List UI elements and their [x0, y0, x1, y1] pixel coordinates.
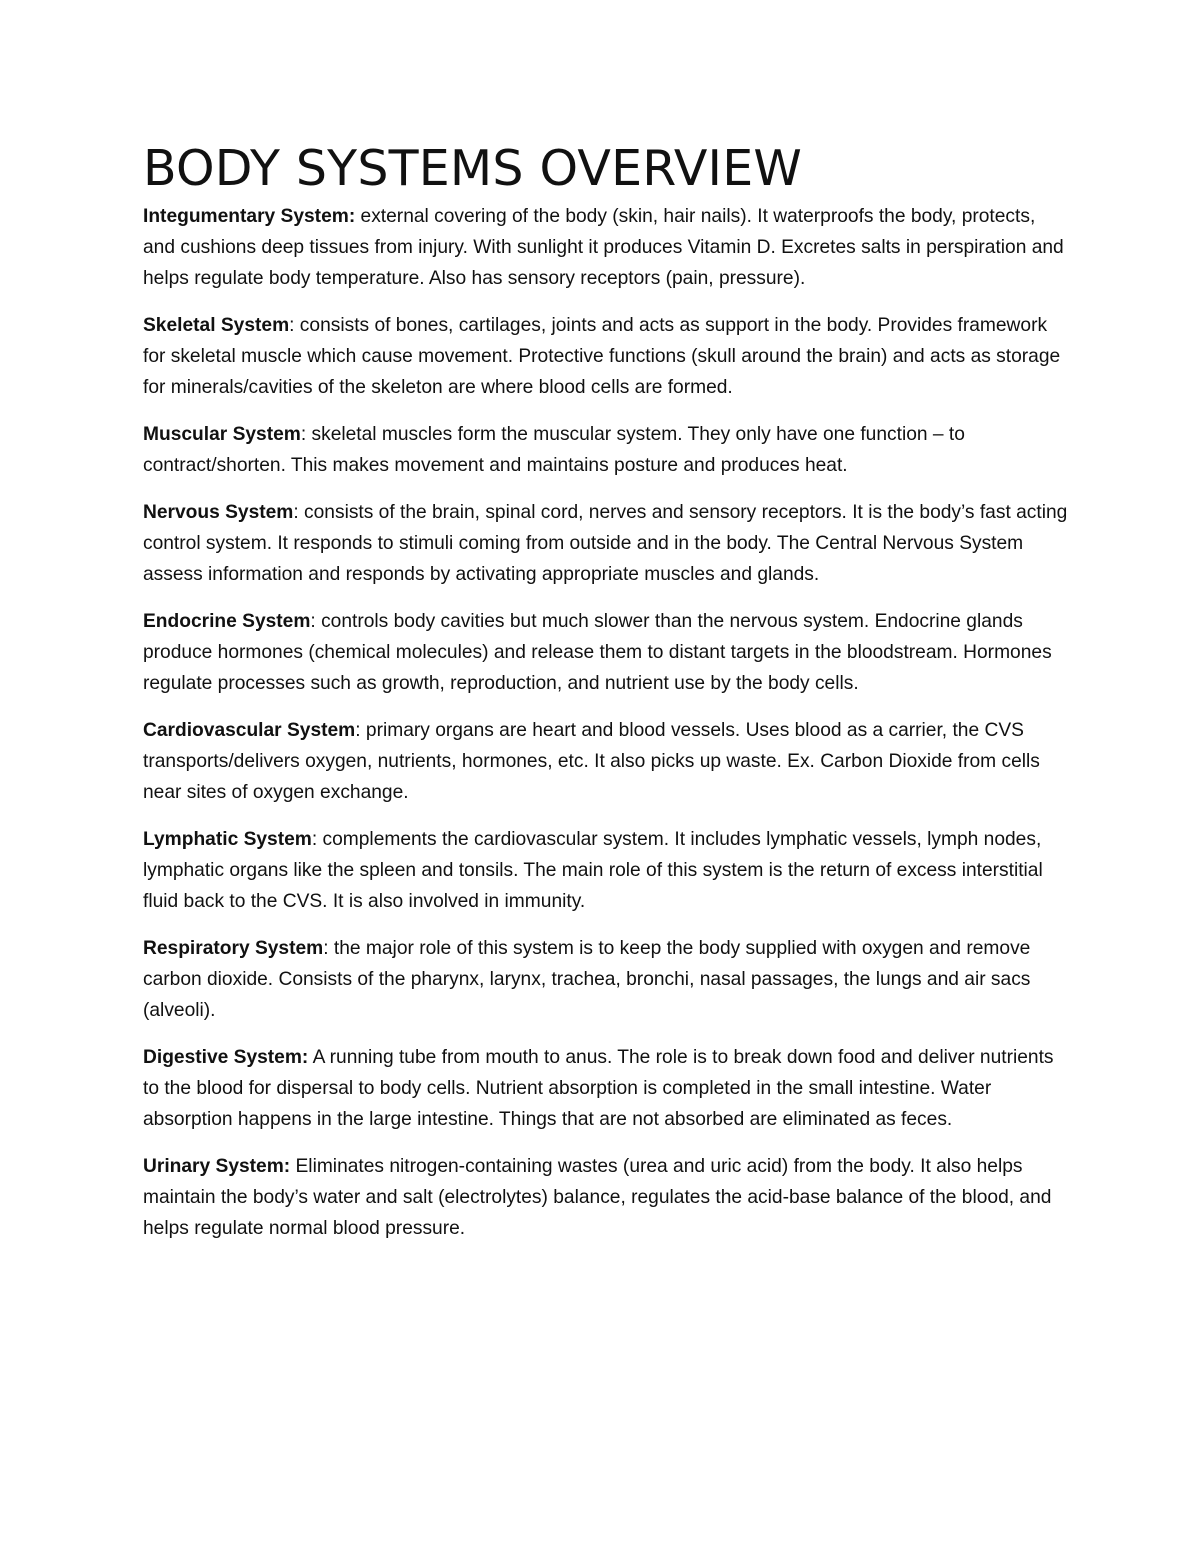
- section-endocrine: [143, 606, 1068, 699]
- section-term: Digestive System: [143, 1046, 302, 1068]
- section-text: : primary organs are heart and blood vessels. Uses blood as a carrier, the CVS transports/delivers oxygen, nutrients, hormones, etc. It also picks up waste. Ex. Carbon Dioxide from cells near sites of oxygen exchange.: [143, 719, 1040, 803]
- document-title: BODY SYSTEMS OVERVIEW: [143, 140, 803, 197]
- section-text: external covering of the body (skin, hair nails). It waterproofs the body, protects, and cushions deep tissues from injury. With sunlight it produces Vitamin D. Excretes salts in perspiration and helps regulate body temperature. Also has sensory receptors (pain, pressure).: [143, 205, 1064, 289]
- section-text: : consists of bones, cartilages, joints and acts as support in the body. Provides framework for skeletal muscle which cause movement. Protective functions (skull around the brain) and acts as storage for minerals/cavities of the skeleton are where blood cells are formed.: [143, 314, 1061, 398]
- section-term: Endocrine System: [143, 610, 311, 632]
- section-digestive: [143, 1042, 1068, 1135]
- section-cardiovascular: [143, 715, 1068, 808]
- document-page: [143, 140, 1068, 1260]
- section-term: Nervous System: [143, 501, 294, 523]
- section-text: : the major role of this system is to keep the body supplied with oxygen and remove carbon dioxide. Consists of the pharynx, larynx, trachea, bronchi, nasal passages, the lungs and air sacs (alveoli).: [143, 937, 1031, 1021]
- section-muscular: [143, 419, 1068, 481]
- section-text: : complements the cardiovascular system. It includes lymphatic vessels, lymph nodes, lymphatic organs like the spleen and tonsils. The main role of this system is the return of excess interstitial fluid back to the CVS. It is also involved in immunity.: [143, 828, 1043, 912]
- section-text: A running tube from mouth to anus. The role is to break down food and deliver nutrients to the blood for dispersal to body cells. Nutrient absorption is completed in the small intestine. Water absorption happens in the large intestine. Things that are not absorbed are eliminated as feces.: [143, 1046, 1054, 1130]
- section-term: Respiratory System: [143, 937, 324, 959]
- section-text: : skeletal muscles form the muscular system. They only have one function – to contract/shorten. This makes movement and maintains posture and produces heat.: [143, 423, 965, 476]
- section-nervous: [143, 497, 1068, 590]
- section-urinary: [143, 1151, 1068, 1244]
- section-term-colon: :: [301, 1046, 309, 1068]
- section-respiratory: [143, 933, 1068, 1026]
- section-term: Skeletal System: [143, 314, 290, 336]
- section-text: : consists of the brain, spinal cord, nerves and sensory receptors. It is the body’s fast acting control system. It responds to stimuli coming from outside and in the body. The Central Nervous System assess information and responds by activating appropriate muscles and glands.: [143, 501, 1068, 585]
- section-term: Cardiovascular System: [143, 719, 356, 741]
- section-skeletal: [143, 310, 1068, 403]
- section-lymphatic: [143, 824, 1068, 917]
- section-term-colon: :: [283, 1155, 291, 1177]
- section-integumentary: [143, 201, 1068, 294]
- section-term: Lymphatic System: [143, 828, 312, 850]
- section-text: : controls body cavities but much slower than the nervous system. Endocrine glands produce hormones (chemical molecules) and release them to distant targets in the bloodstream. Hormones regulate processes such as growth, reproduction, and nutrient use by the body cells.: [143, 610, 1052, 694]
- section-term: Integumentary System: [143, 205, 349, 227]
- section-term: Muscular System: [143, 423, 301, 445]
- section-term-colon: :: [348, 205, 356, 227]
- section-text: Eliminates nitrogen-containing wastes (urea and uric acid) from the body. It also helps maintain the body’s water and salt (electrolytes) balance, regulates the acid-base balance of the blood, and helps regulate normal blood pressure.: [143, 1155, 1052, 1239]
- section-term: Urinary System: [143, 1155, 284, 1177]
